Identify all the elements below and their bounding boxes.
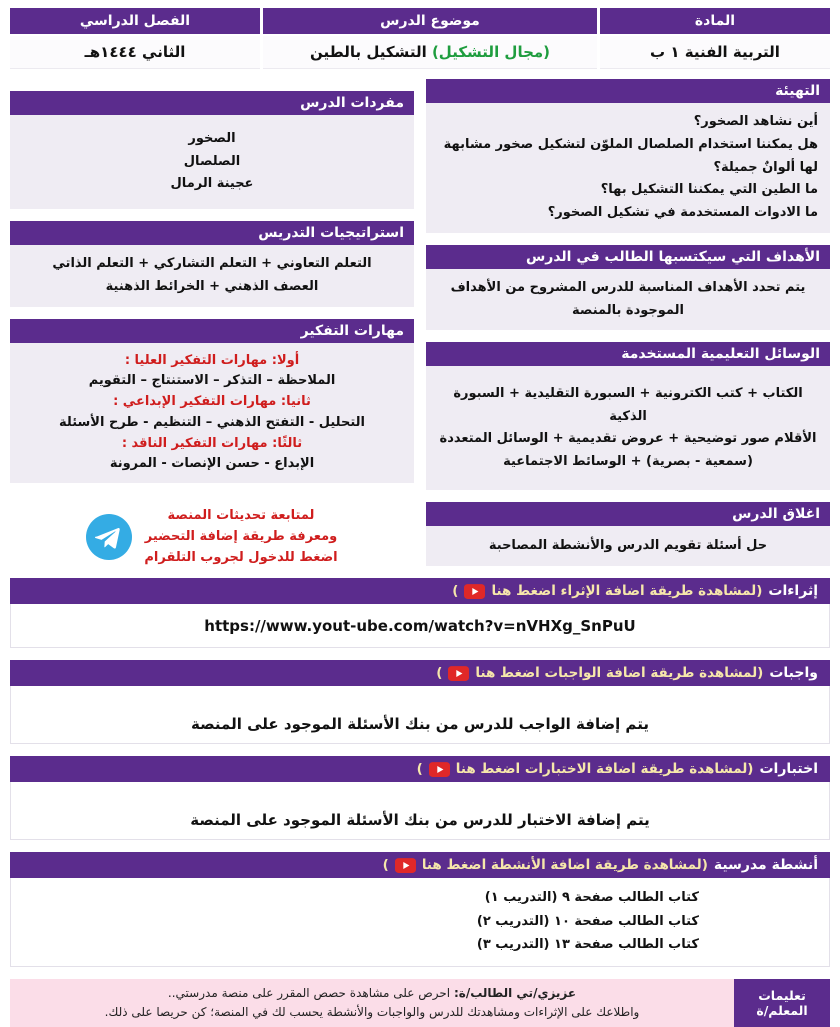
youtube-icon[interactable] [429, 762, 450, 777]
section-homework [10, 660, 830, 744]
vocab-body [10, 115, 414, 209]
telegram-icon[interactable] [86, 514, 132, 560]
tests-header [10, 756, 830, 782]
paren-close: ) [452, 583, 459, 600]
text-line: الإبداع - حسن الإنصات - المرونة [109, 456, 315, 472]
subject-header: المادة [600, 8, 830, 34]
instructions-line-1 [168, 984, 576, 1003]
activity-line: كتاب الطالب صفحة ٩ (التدريب ١) [484, 890, 699, 906]
click-here-link[interactable]: (لمشاهدة طريقة اضافة الإثراء اضغط هنا [491, 583, 763, 600]
closing-header: اغلاق الدرس [426, 502, 830, 526]
teacher-instructions-label: تعليمات المعلم/ة [734, 979, 830, 1027]
text-line: الكتاب + كتب الكترونية + السبورة التقليدية + السبورة الذكية [453, 385, 803, 424]
section-enrichments [10, 578, 830, 648]
paren-close: ) [416, 761, 423, 778]
instructions-lead: عزيزي/تي الطالب/ة: [453, 986, 577, 1001]
text-line: لمتابعة تحديثات المنصة [167, 508, 315, 524]
youtube-icon[interactable] [395, 858, 416, 873]
section-name: أنشطة مدرسية [713, 857, 818, 874]
strategies-body [10, 245, 414, 307]
skill-heading: أولا: مهارات التفكير العليا : [124, 352, 300, 368]
text-line: ما الادوات المستخدمة في تشكيل الصخور؟ [547, 205, 818, 220]
section-name: اختبارات [759, 761, 818, 778]
strategies-header: استراتيجيات التدريس [10, 221, 414, 245]
text-line: عجينة الرمال [170, 176, 254, 192]
activity-line: كتاب الطالب صفحة ١٠ (التدريب ٢) [476, 913, 699, 929]
youtube-icon[interactable] [464, 584, 485, 599]
block-goals [426, 245, 830, 331]
goals-body [426, 269, 830, 331]
text-line: ما الطين التي يمكننا التشكيل بها؟ [600, 182, 818, 198]
skill-heading: ثانيا: مهارات التفكير الإبداعي : [113, 394, 311, 410]
block-strategies [10, 221, 414, 307]
section-tests [10, 756, 830, 840]
text-line: حل أسئلة تقويم الدرس والأنشطة المصاحبة [488, 537, 768, 553]
teacher-instructions-body [10, 979, 734, 1027]
homework-body: يتم إضافة الواجب للدرس من بنك الأسئلة الموجود على المنصة [10, 686, 830, 744]
block-closing [426, 502, 830, 566]
skill-heading: ثالثًا: مهارات التفكير الناقد : [121, 435, 303, 451]
text-line: الصخور [188, 130, 236, 146]
thinking-skills-body [10, 343, 414, 484]
block-vocab [10, 91, 414, 209]
left-column [10, 79, 414, 578]
section-name: إثراءات [768, 583, 818, 600]
paren-close: ) [436, 665, 443, 682]
topic-field-label: (مجال التشكيل) [431, 43, 551, 61]
telegram-link-text[interactable] [144, 506, 337, 568]
instructions-rest: احرص على مشاهدة حصص المقرر على منصة مدرستي.. [167, 986, 454, 1001]
click-here-link[interactable]: (لمشاهدة طريقة اضافة الاختبارات اضغط هنا [455, 761, 754, 778]
text-line: أين نشاهد الصخور؟ [693, 114, 818, 129]
enrichments-header [10, 578, 830, 604]
activity-line: كتاب الطالب صفحة ١٣ (التدريب ٣) [476, 937, 699, 953]
text-line: يتم تحدد الأهداف المناسبة للدرس المشروح من الأهداف الموجودة بالمنصة [450, 279, 806, 318]
goals-header: الأهداف التي سيكتسبها الطالب في الدرس [426, 245, 830, 269]
subject-value: التربية الفنية ١ ب [600, 36, 830, 69]
section-name: واجبات [769, 665, 818, 682]
section-activities [10, 852, 830, 967]
homework-header [10, 660, 830, 686]
telegram-group-link[interactable] [10, 499, 414, 575]
paren-close: ) [382, 857, 389, 874]
tests-body: يتم إضافة الاختبار للدرس من بنك الأسئلة الموجود على المنصة [10, 782, 830, 840]
enrichment-url[interactable]: https://www.yout-ube.com/watch?v=nVHXg_SnPuU [10, 604, 830, 648]
topic-name: التشكيل بالطين [309, 43, 432, 61]
right-column [426, 79, 830, 578]
topic-header: موضوع الدرس [263, 8, 597, 34]
warmup-body [426, 103, 830, 233]
click-here-link[interactable]: (لمشاهدة طريقة اضافة الواجبات اضغط هنا [475, 665, 764, 682]
text-line: ومعرفة طريقة إضافة التحضير [144, 528, 338, 544]
info-table [10, 8, 830, 69]
activities-body [10, 878, 830, 967]
text-line: العصف الذهني + الخرائط الذهنية [105, 278, 319, 294]
warmup-header: التهيئة [426, 79, 830, 103]
text-line: التحليل - التفتح الذهني – التنظيم - طرح الأسئلة [59, 414, 365, 430]
main-columns [10, 79, 830, 578]
text-line: اضغط للدخول لجروب التلقرام [144, 549, 338, 565]
teacher-instructions [10, 979, 830, 1027]
youtube-icon[interactable] [448, 666, 469, 681]
text-line: الصلصال [183, 153, 241, 169]
text-line: الملاحظة – التذكر – الاستنتاج – التقويم [88, 373, 336, 389]
text-line: التعلم التعاوني + التعلم التشاركي + التعلم الذاتي [52, 256, 372, 271]
text-line: (سمعية - بصرية) + الوسائط الاجتماعية [503, 454, 753, 469]
text-line: الأقلام صور توضيحية + عروض تقديمية + الوسائل المتعددة [439, 431, 817, 447]
closing-body [426, 526, 830, 566]
media-header: الوسائل التعليمية المستخدمة [426, 342, 830, 366]
term-header: الفصل الدراسي [10, 8, 260, 34]
block-thinking-skills [10, 319, 414, 484]
topic-value [263, 36, 597, 69]
block-media [426, 342, 830, 490]
instructions-line-2: واطلاعك على الإثراءات ومشاهدتك للدرس والواجبات والأنشطة يحسب لك في المنصة؛ كن حريصا على ذلك. [104, 1005, 640, 1020]
term-value: الثاني ١٤٤٤هـ [10, 36, 260, 69]
click-here-link[interactable]: (لمشاهدة طريقة اضافة الأنشطة اضغط هنا [421, 857, 708, 874]
text-line: هل يمكننا استخدام الصلصال الملوّن لتشكيل صخور مشابهة لها ألوانٌ جميلة؟ [443, 136, 818, 175]
vocab-header: مفردات الدرس [10, 91, 414, 115]
thinking-skills-header: مهارات التفكير [10, 319, 414, 343]
block-warmup [426, 79, 830, 233]
media-body [426, 366, 830, 490]
activities-header [10, 852, 830, 878]
